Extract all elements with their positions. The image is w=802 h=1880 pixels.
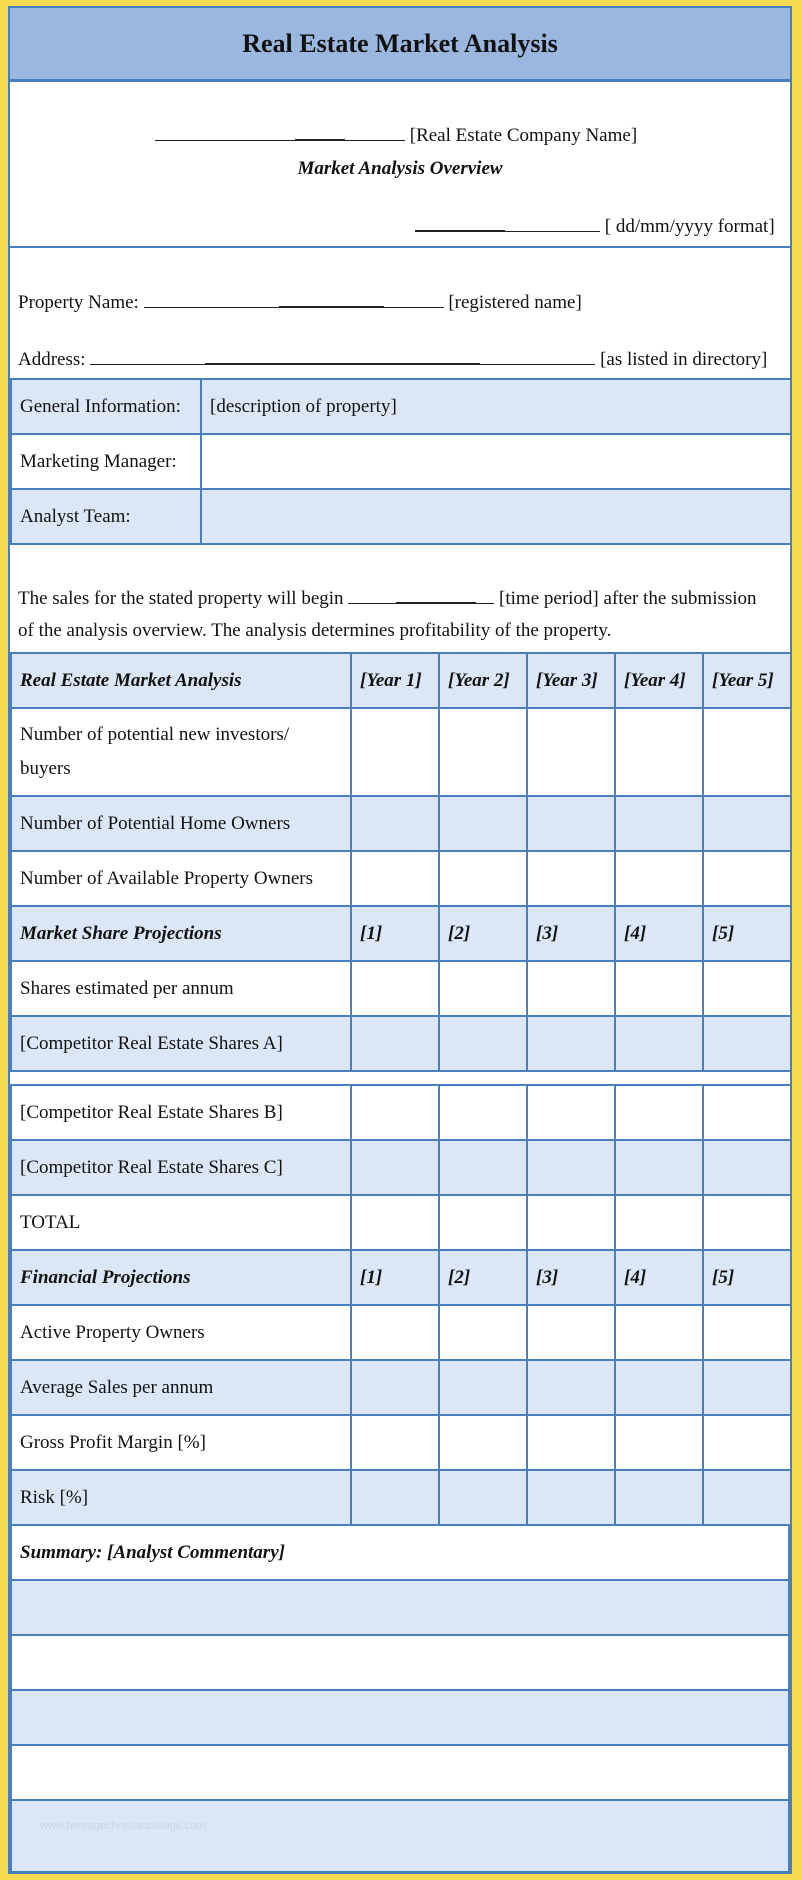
cell [439,796,527,851]
table-subheader-row [11,1250,791,1305]
cell [351,851,439,906]
cell [527,961,615,1016]
summary-header-row [11,1525,789,1580]
summary-cell [11,1800,789,1872]
cell [351,1195,439,1250]
watermark: www.heritagechristiancollege.com [40,1820,206,1832]
table-row [11,1140,791,1195]
header-cell: [3] [527,1250,615,1305]
cell [703,1140,791,1195]
table-header-row [11,653,791,708]
table-row [11,961,791,1016]
header-cell: [5] [703,1250,791,1305]
header-cell: [Year 2] [439,653,527,708]
table-row [11,1085,791,1140]
table-row [11,708,791,796]
cell [439,1085,527,1140]
table-row [11,1305,791,1360]
info-label: Analyst Team: [11,489,201,544]
cell [615,1305,703,1360]
table-row [11,851,791,906]
document-sheet [8,6,792,1874]
overview-heading: Market Analysis Overview [297,158,503,179]
header-cell: [5] [703,906,791,961]
cell [351,961,439,1016]
cell [351,1415,439,1470]
cell [439,1470,527,1525]
header-cell: [Year 5] [703,653,791,708]
header-cell: Financial Projections [11,1250,351,1305]
row-label: Gross Profit Margin [%] [11,1415,351,1470]
cell [527,1470,615,1525]
cell [439,851,527,906]
table-row [11,1470,791,1525]
info-row [11,434,791,489]
cell [615,796,703,851]
cell [703,1470,791,1525]
property-name-label: Property Name: [18,292,139,313]
divider [10,246,790,248]
cell [703,796,791,851]
summary-cell [11,1635,789,1690]
cell [703,961,791,1016]
sales-text-start: The sales for the stated property will begin [18,588,344,609]
summary-row [11,1580,789,1635]
property-name-line [18,290,582,314]
address-hint: [as listed in directory] [600,349,768,370]
header-cell: [3] [527,906,615,961]
row-label: [Competitor Real Estate Shares A] [11,1016,351,1071]
date-hint: [ dd/mm/yyyy format] [604,216,775,237]
summary-row [11,1690,789,1745]
cell [351,1470,439,1525]
row-label: Shares estimated per annum [11,961,351,1016]
date-line [415,214,775,238]
cell [439,1016,527,1071]
table-row [11,1016,791,1071]
summary-cell [11,1690,789,1745]
cell [527,1195,615,1250]
cell [615,961,703,1016]
cell [703,851,791,906]
table-row [11,1415,791,1470]
projections-table [10,1084,792,1526]
row-label: [Competitor Real Estate Shares C] [11,1140,351,1195]
cell [615,1016,703,1071]
table-row [11,1360,791,1415]
header-cell: [2] [439,906,527,961]
row-label: Risk [%] [11,1470,351,1525]
summary-row [11,1800,789,1872]
cell [351,708,439,796]
cell [615,1415,703,1470]
cell [439,961,527,1016]
summary-cell [11,1580,789,1635]
cell [351,1085,439,1140]
table-subheader-row [11,906,791,961]
document-title: Real Estate Market Analysis [10,8,790,82]
cell [351,1360,439,1415]
cell [527,851,615,906]
header-cell: [Year 3] [527,653,615,708]
cell [527,1085,615,1140]
info-row [11,489,791,544]
row-label: [Competitor Real Estate Shares B] [11,1085,351,1140]
address-line [18,347,767,371]
cell [703,1305,791,1360]
row-label [11,708,351,796]
cell [351,1016,439,1071]
cell [615,1085,703,1140]
cell [439,1195,527,1250]
summary-cell [11,1745,789,1800]
sales-paragraph-line1 [18,586,757,610]
cell [703,1415,791,1470]
summary-label: Summary: [Analyst Commentary] [11,1525,789,1580]
info-label: General Information: [11,379,201,434]
property-name-hint: [registered name] [448,292,582,313]
header-cell: [2] [439,1250,527,1305]
cell [527,708,615,796]
header-cell: [Year 4] [615,653,703,708]
cell [351,1305,439,1360]
header-cell: [Year 1] [351,653,439,708]
sales-paragraph-line2: of the analysis overview. The analysis determines profitability of the property. [18,620,612,641]
row-label-line2: buyers [20,758,71,779]
info-value: [description of property] [201,379,791,434]
row-label-line1: Number of potential new investors/ [20,724,290,745]
cell [439,1140,527,1195]
info-value [201,489,791,544]
sales-text-end: [time period] after the submission [499,588,757,609]
market-analysis-table [10,652,792,1072]
cell [439,1360,527,1415]
cell [703,708,791,796]
cell [703,1085,791,1140]
cell [351,796,439,851]
info-label: Marketing Manager: [11,434,201,489]
cell [439,1305,527,1360]
row-label: TOTAL [11,1195,351,1250]
cell [703,1016,791,1071]
info-value [201,434,791,489]
row-label: Number of Available Property Owners [11,851,351,906]
cell [527,1415,615,1470]
company-name-line [155,123,637,147]
summary-row [11,1745,789,1800]
header-cell: [1] [351,906,439,961]
cell [439,1415,527,1470]
company-name-hint: [Real Estate Company Name] [409,125,638,146]
row-label: Active Property Owners [11,1305,351,1360]
header-cell: [1] [351,1250,439,1305]
cell [615,708,703,796]
info-table [10,378,792,545]
cell [615,851,703,906]
header-cell: Market Share Projections [11,906,351,961]
cell [703,1360,791,1415]
cell [527,1016,615,1071]
cell [351,1140,439,1195]
header-cell: Real Estate Market Analysis [11,653,351,708]
header-cell: [4] [615,906,703,961]
table-row [11,796,791,851]
cell [527,1140,615,1195]
cell [527,1305,615,1360]
info-row [11,379,791,434]
summary-row [11,1635,789,1690]
cell [703,1195,791,1250]
cell [615,1195,703,1250]
cell [615,1360,703,1415]
header-cell: [4] [615,1250,703,1305]
cell [527,796,615,851]
cell [527,1360,615,1415]
cell [439,708,527,796]
cell [615,1470,703,1525]
row-label: Number of Potential Home Owners [11,796,351,851]
cell [615,1140,703,1195]
address-label: Address: [18,349,86,370]
row-label: Average Sales per annum [11,1360,351,1415]
table-row [11,1195,791,1250]
